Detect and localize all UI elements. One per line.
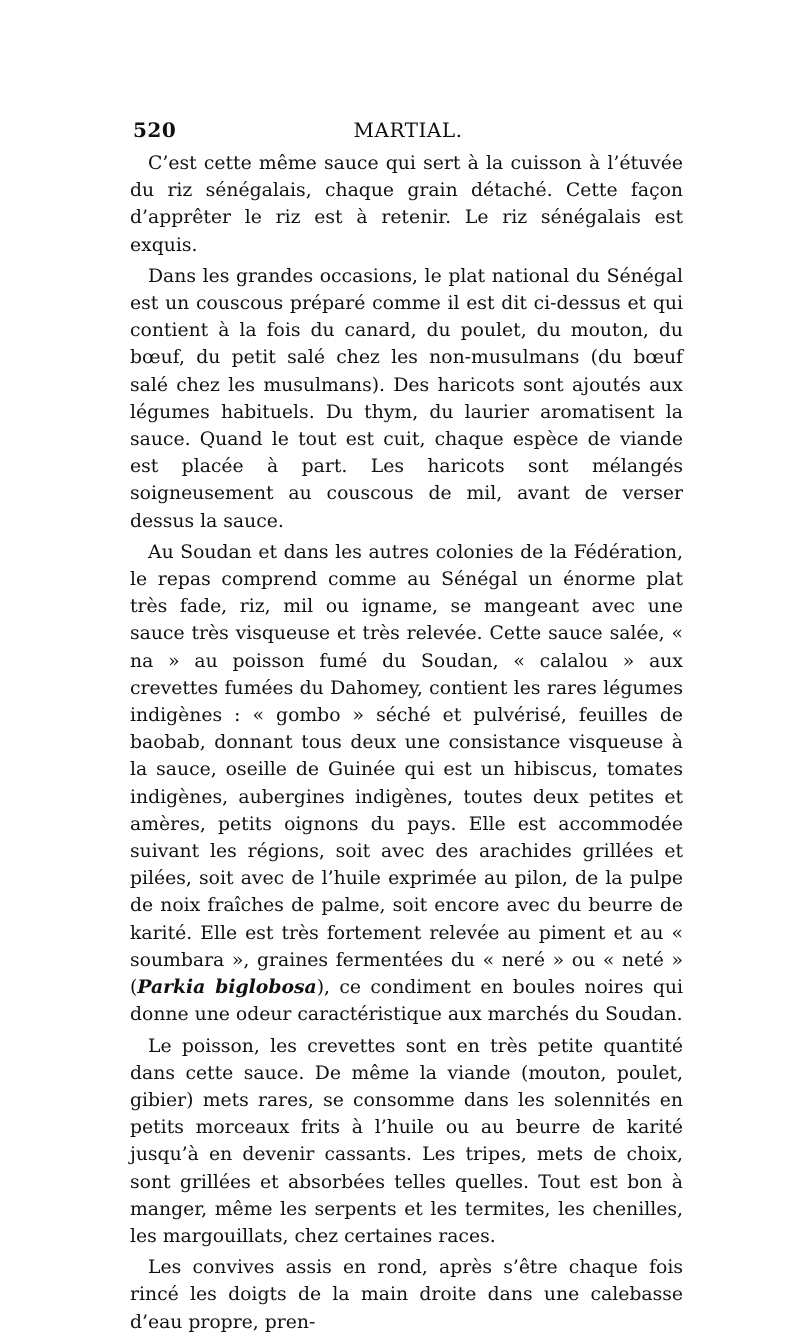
paragraph: C’est cette même sauce qui sert à la cuisson à l’étuvée du riz sénégalais, chaque grain détaché. Cette façon d’apprêter le riz est à retenir. Le riz sénégalais est exquis. bbox=[130, 153, 683, 256]
paragraph-text: ), ce condiment en boules noires qui donne une odeur caractéristique aux marchés du Soudan. bbox=[130, 977, 683, 1026]
species-name: Parkia biglobosa bbox=[137, 976, 317, 999]
body-text bbox=[130, 150, 683, 1336]
running-head: MARTIAL. bbox=[353, 118, 463, 142]
paragraph-text: Au Soudan et dans les autres colonies de la Fédération, le repas comprend comme au Sénégal un énorme plat très fade, riz, mil ou igname, se mangeant avec une sauce très visqueuse et très relevée. Cette sauce salée, « na » au poisson fumé du Soudan, « calalou » aux crevettes fumées du Dahomey, contient les rares légumes indigènes : « gombo » séché et pulvérisé, feuilles de baobab, donnant tous deux une consistance visqueuse à la sauce, oseille de Guinée qui est un hibiscus, tomates indigènes, aubergines indigènes, toutes deux petites et amères, petits oignons du pays. Elle est accommodée suivant les régions, soit avec des arachides grillées et pilées, soit avec de l’huile exprimée au pilon, de la pulpe de noix fraîches de palme, soit encore avec du beurre de karité. Elle est très fortement relevée au piment et au « soumbara », graines fermentées du « neré » ou « neté » ( bbox=[130, 541, 683, 999]
paragraph: Dans les grandes occasions, le plat national du Sénégal est un couscous préparé comme il est dit ci-dessus et qui contient à la fois du canard, du poulet, du mouton, du bœuf, du petit salé chez les non-musulmans (du bœuf salé chez les musulmans). Des haricots sont ajoutés aux légumes habituels. Du thym, du laurier aromatisent la sauce. Quand le tout est cuit, chaque espèce de viande est placée à part. Les haricots sont mélangés soigneusement au couscous de mil, avant de verser dessus la sauce. bbox=[130, 265, 683, 532]
paragraph: Le poisson, les crevettes sont en très petite quantité dans cette sauce. De même la viande (mouton, poulet, gibier) mets rares, se consomme dans les solennités en petits morceaux frits à l’huile ou au beurre de karité jusqu’à en devenir cassants. Les tripes, mets de choix, sont grillées et absorbées telles quelles. Tout est bon à manger, même les serpents et les termites, les chenilles, les margouillats, chez certaines races. bbox=[130, 1035, 683, 1247]
paragraph: Les convives assis en rond, après s’être chaque fois rincé les doigts de la main droite dans une calebasse d’eau propre, pren- bbox=[130, 1257, 683, 1333]
page-header bbox=[133, 118, 683, 148]
page-number: 520 bbox=[133, 118, 177, 142]
paragraph bbox=[130, 539, 683, 1029]
